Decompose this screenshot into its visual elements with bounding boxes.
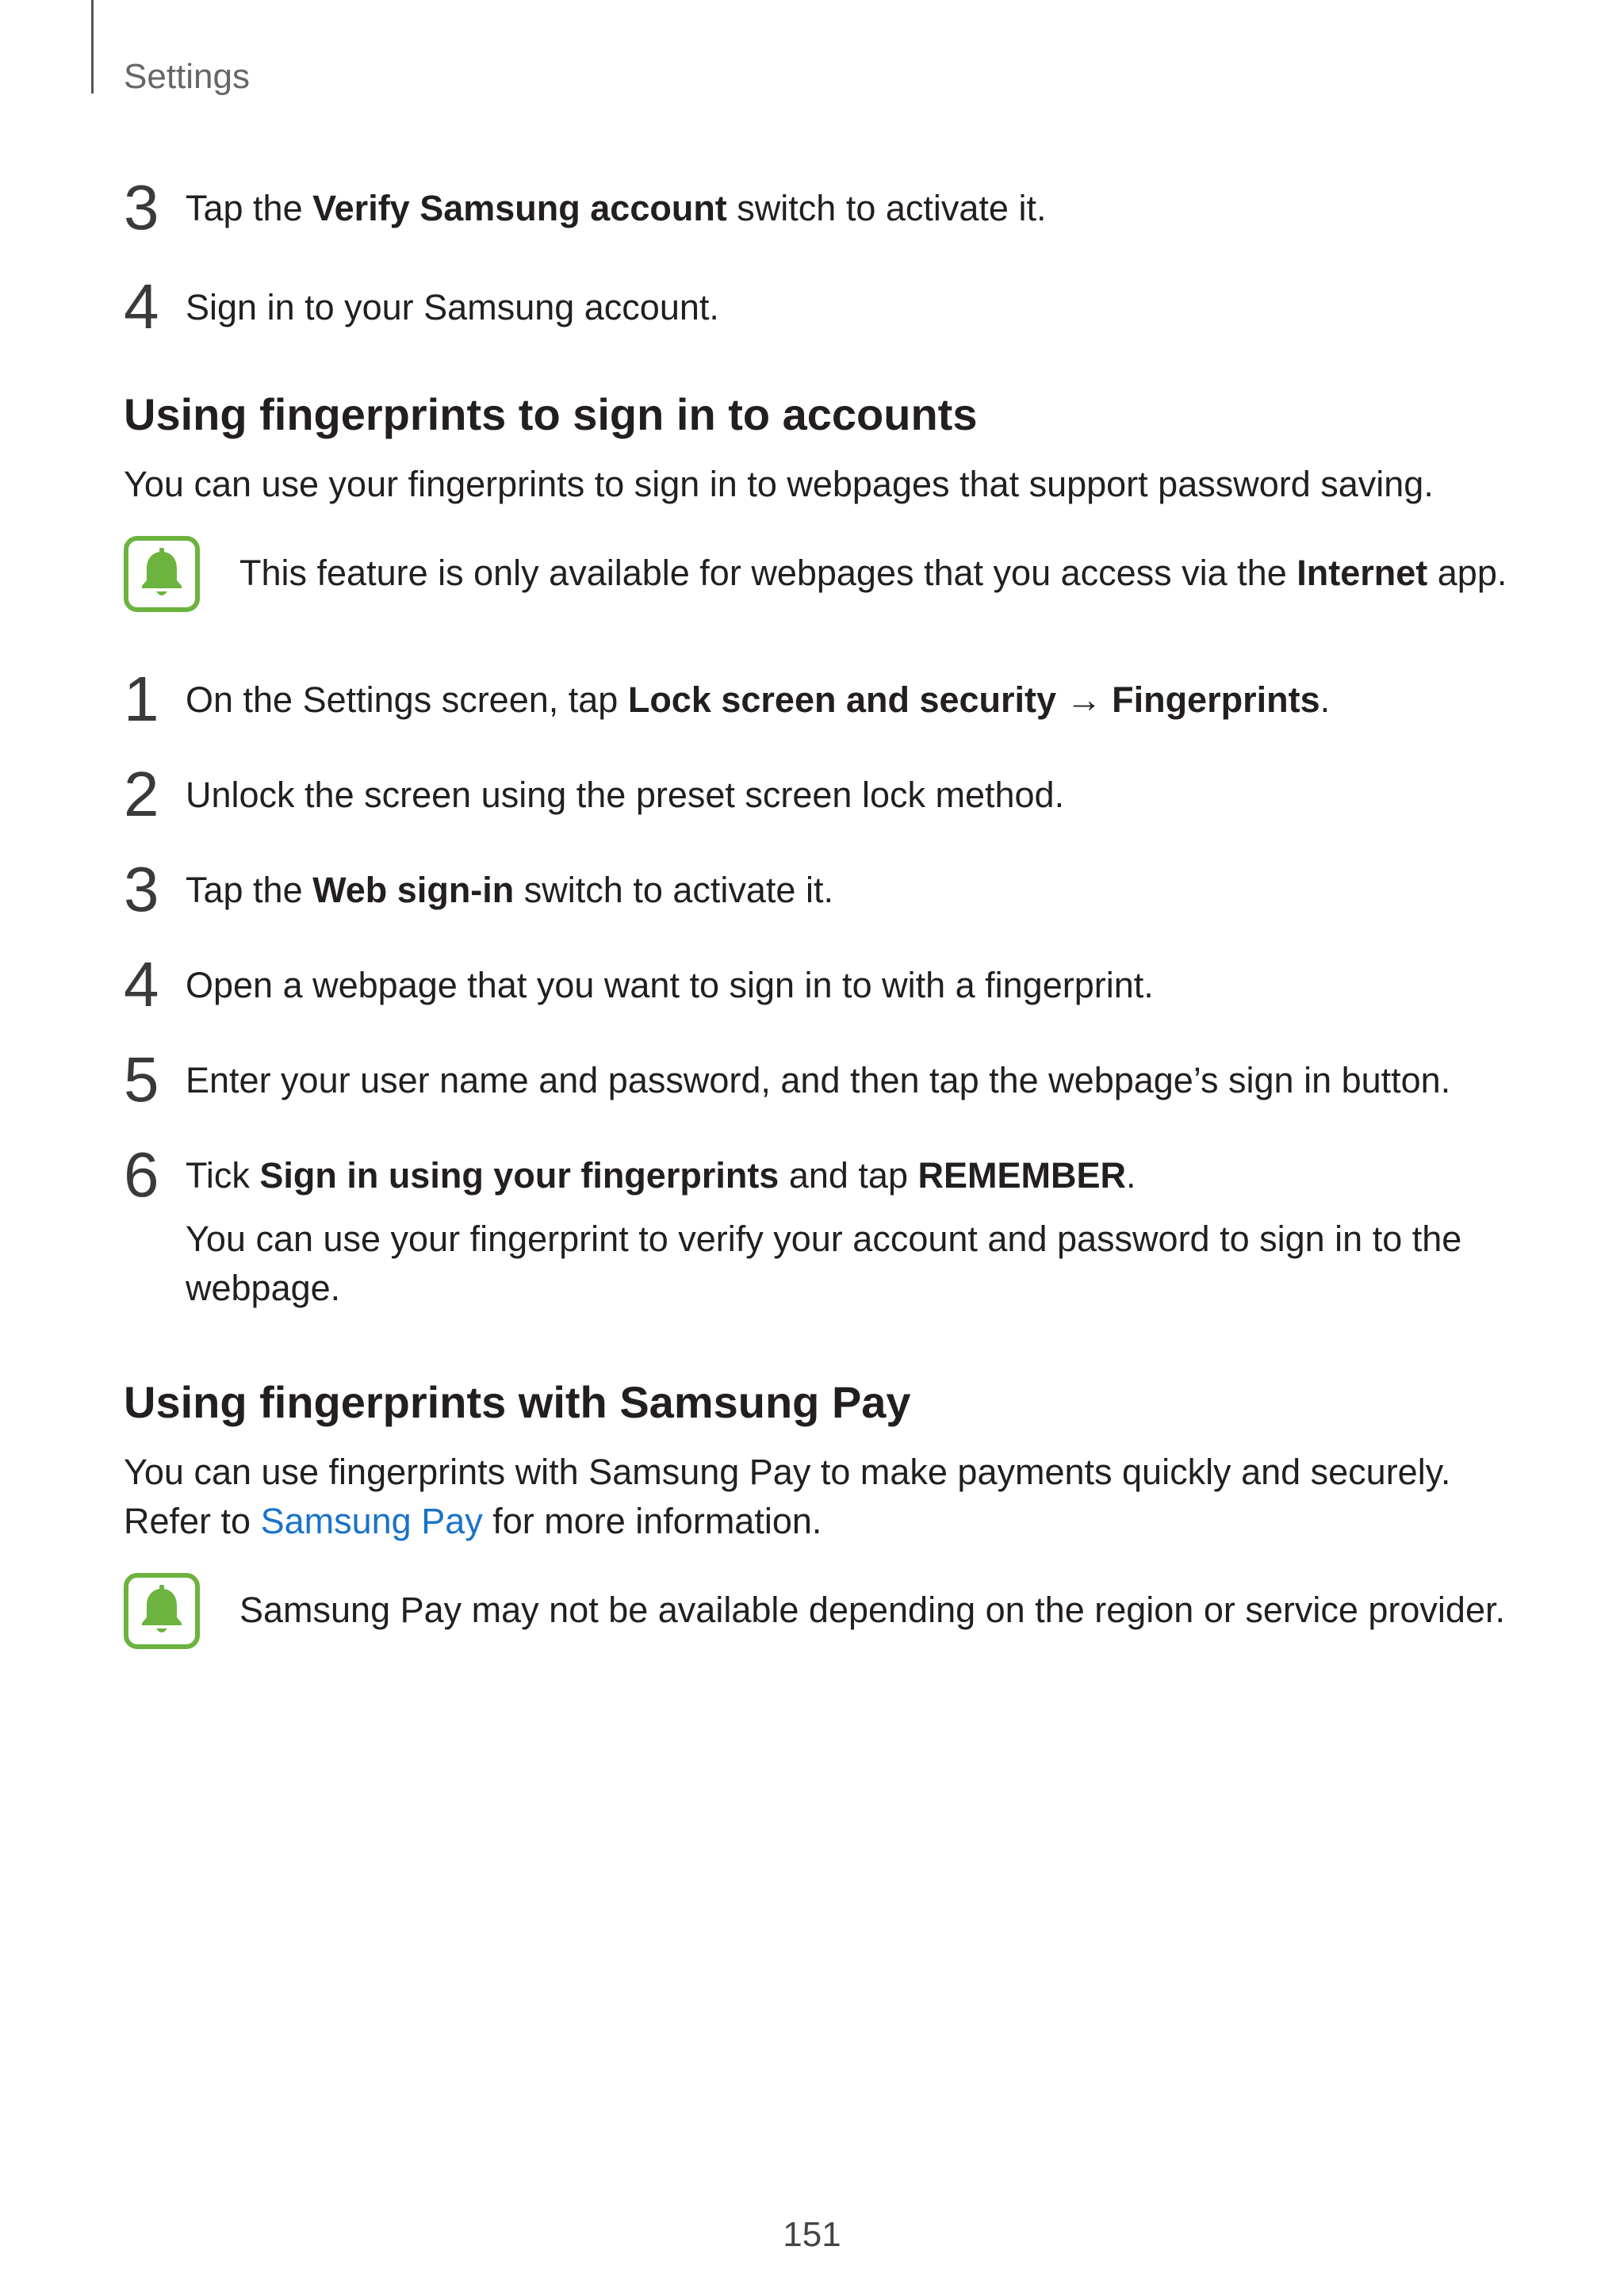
section-intro: You can use your fingerprints to sign in to webpages that support password saving. bbox=[124, 464, 1434, 504]
step-number: 5 bbox=[124, 1044, 159, 1115]
page-corner-line bbox=[91, 0, 94, 94]
note-internet-app bbox=[124, 536, 1551, 615]
step-number: 3 bbox=[124, 172, 159, 243]
step-text: Unlock the screen using the preset screen lock method. bbox=[186, 775, 1065, 815]
page-number: 151 bbox=[783, 2215, 841, 2254]
note-samsung-pay bbox=[124, 1573, 1551, 1652]
section-intro: You can use fingerprints with Samsung Pay to make payments quickly and securely. Refer to Samsung Pay for more information. bbox=[124, 1452, 1451, 1541]
bell-icon bbox=[124, 536, 200, 612]
step-number: 4 bbox=[124, 271, 159, 342]
step-number: 2 bbox=[124, 759, 159, 829]
step-number: 3 bbox=[124, 854, 159, 924]
step-text: Tap the Web sign-in switch to activate it. bbox=[186, 870, 833, 910]
note-text: Samsung Pay may not be available depending on the region or service provider. bbox=[239, 1590, 1505, 1630]
step-subtext: You can use your fingerprint to verify your account and password to sign in to the webpage. bbox=[186, 1219, 1462, 1308]
bell-icon bbox=[124, 1573, 200, 1649]
step-text: Tick Sign in using your fingerprints and tap REMEMBER. bbox=[186, 1155, 1136, 1196]
running-header: Settings bbox=[124, 57, 250, 96]
samsung-pay-link[interactable]: Samsung Pay bbox=[260, 1501, 483, 1541]
step-text: On the Settings screen, tap Lock screen and security → Fingerprints. bbox=[186, 679, 1331, 720]
step-number: 6 bbox=[124, 1139, 159, 1210]
step-text: Enter your user name and password, and then tap the webpage’s sign in button. bbox=[186, 1060, 1451, 1100]
note-text: This feature is only available for webpages that you access via the Internet app. bbox=[239, 553, 1507, 593]
step-text: Open a webpage that you want to sign in to with a fingerprint. bbox=[186, 965, 1154, 1005]
step-text: Sign in to your Samsung account. bbox=[186, 287, 719, 327]
section-title-sign-in-accounts: Using fingerprints to sign in to accounts bbox=[124, 389, 978, 439]
section-title-samsung-pay: Using fingerprints with Samsung Pay bbox=[124, 1377, 911, 1427]
step-text: Tap the Verify Samsung account switch to activate it. bbox=[186, 188, 1047, 228]
step-number: 4 bbox=[124, 949, 159, 1020]
step-number: 1 bbox=[124, 664, 159, 734]
